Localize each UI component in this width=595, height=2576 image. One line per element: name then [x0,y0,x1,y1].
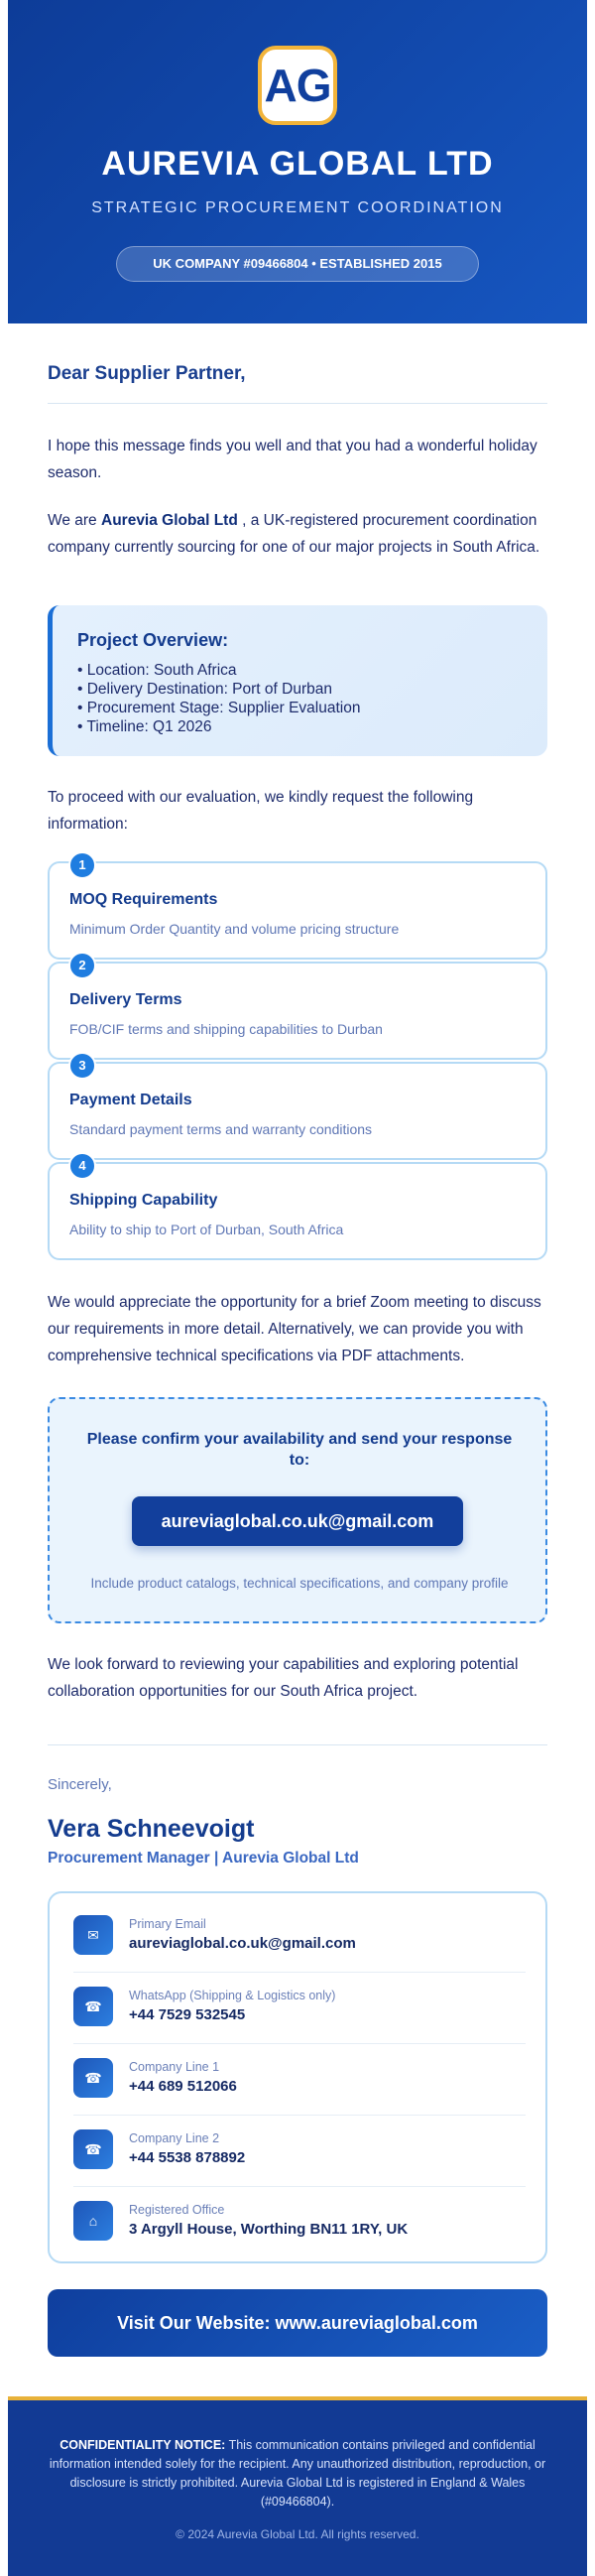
overview-list [77,661,360,736]
contact-whatsapp[interactable] [73,1973,526,2044]
contact-line-2[interactable] [73,2116,526,2187]
requirement-title: Payment Details [69,1092,192,1108]
signer-name: Vera Schneevoigt [48,1815,255,1843]
requirement-card-moq [48,857,547,960]
response-prompt: Please confirm your availability and send your response to: [86,1431,513,1469]
divider [48,1744,547,1745]
meeting-paragraph: We would appreciate the opportunity for a brief Zoom meeting to discuss our requirements in more detail. Alternatively, we can provide you with comprehensive technical specifications via PDF attachments. [48,1294,541,1364]
step-number: 4 [68,1152,96,1180]
greeting: Dear Supplier Partner, [48,363,246,384]
closing-paragraph: We look forward to reviewing your capabilities and exploring potential collaboration opportunities for our South Africa project. [48,1656,519,1700]
registration-badge: UK COMPANY #09466804 • ESTABLISHED 2015 [116,246,479,282]
confidentiality-notice [36,2436,559,2512]
requirement-title: MOQ Requirements [69,891,218,908]
divider [48,403,547,404]
response-box [48,1397,547,1623]
requirement-desc: Minimum Order Quantity and volume pricing structure [69,921,400,937]
contact-label: Company Line 2 [129,2131,220,2145]
phone-icon: ☎ [73,2129,113,2169]
requirement-card-delivery [48,958,547,1060]
overview-item: • Delivery Destination: Port of Durban [77,681,332,698]
contact-value[interactable]: +44 7529 532545 [129,2006,246,2023]
notice-label: CONFIDENTIALITY NOTICE: [60,2438,226,2452]
requirement-card-payment [48,1058,547,1160]
requirement-title: Shipping Capability [69,1192,218,1209]
notice-text: This communication contains privileged and confidential information intended solely for the recipient. Any unauthorized distribution, reproduction, or disclosure is strictly prohibited. Aurevia Global Ltd is registered in England & Wales (#09466804). [49,2438,546,2509]
contact-email[interactable] [73,1901,526,1973]
contact-label: WhatsApp (Shipping & Logistics only) [129,1989,336,2002]
text-span: We are [48,512,101,529]
contact-value[interactable]: aureviaglobal.co.uk@gmail.com [129,1935,356,1952]
email-icon: ✉ [73,1915,113,1955]
whatsapp-icon: ☎ [73,1987,113,2026]
visit-website-button[interactable]: Visit Our Website: www.aureviaglobal.com [48,2289,547,2357]
email-footer [8,2396,587,2576]
company-logo: AG [258,46,337,125]
contact-line-1[interactable] [73,2044,526,2116]
contact-label: Primary Email [129,1917,206,1931]
project-overview [48,605,547,756]
sign-off: Sincerely, [48,1776,112,1793]
overview-item: • Timeline: Q1 2026 [77,718,212,735]
overview-title: Project Overview: [77,630,229,650]
request-paragraph: To proceed with our evaluation, we kindly request the following information: [48,789,474,833]
step-number: 2 [68,952,96,979]
step-number: 1 [68,851,96,879]
company-name-inline: Aurevia Global Ltd [101,512,238,529]
copyright: © 2024 Aurevia Global Ltd. All rights reserved. [176,2527,419,2541]
requirement-desc: FOB/CIF terms and shipping capabilities to Durban [69,1021,383,1037]
phone-icon: ☎ [73,2058,113,2098]
contact-card [48,1891,547,2263]
overview-item: • Procurement Stage: Supplier Evaluation [77,700,361,716]
contact-value: 3 Argyll House, Worthing BN11 1RY, UK [129,2221,409,2238]
company-tagline: STRATEGIC PROCUREMENT COORDINATION [91,199,504,216]
requirement-desc: Ability to ship to Port of Durban, South Africa [69,1222,344,1237]
response-note: Include product catalogs, technical specifications, and company profile [90,1576,509,1591]
contact-label: Registered Office [129,2203,225,2217]
contact-label: Company Line 1 [129,2060,220,2074]
requirement-card-shipping [48,1158,547,1260]
contact-office [73,2187,526,2258]
contact-value[interactable]: +44 5538 878892 [129,2149,246,2166]
intro-paragraph: I hope this message finds you well and that you had a wonderful holiday season. [48,438,537,481]
email-header [8,0,587,323]
requirement-title: Delivery Terms [69,991,182,1008]
company-name: AUREVIA GLOBAL LTD [101,145,494,183]
text-span: , a UK-registered procurement coordination company currently sourcing for one of our major projects in South Africa. [48,512,540,556]
step-number: 3 [68,1052,96,1080]
signer-role: Procurement Manager | Aurevia Global Ltd [48,1850,359,1867]
overview-item: • Location: South Africa [77,662,237,679]
contact-value[interactable]: +44 689 512066 [129,2078,237,2095]
response-email-button[interactable]: aureviaglobal.co.uk@gmail.com [132,1496,463,1546]
location-icon: ⌂ [73,2201,113,2241]
company-paragraph [48,507,553,561]
requirement-desc: Standard payment terms and warranty conditions [69,1121,373,1137]
